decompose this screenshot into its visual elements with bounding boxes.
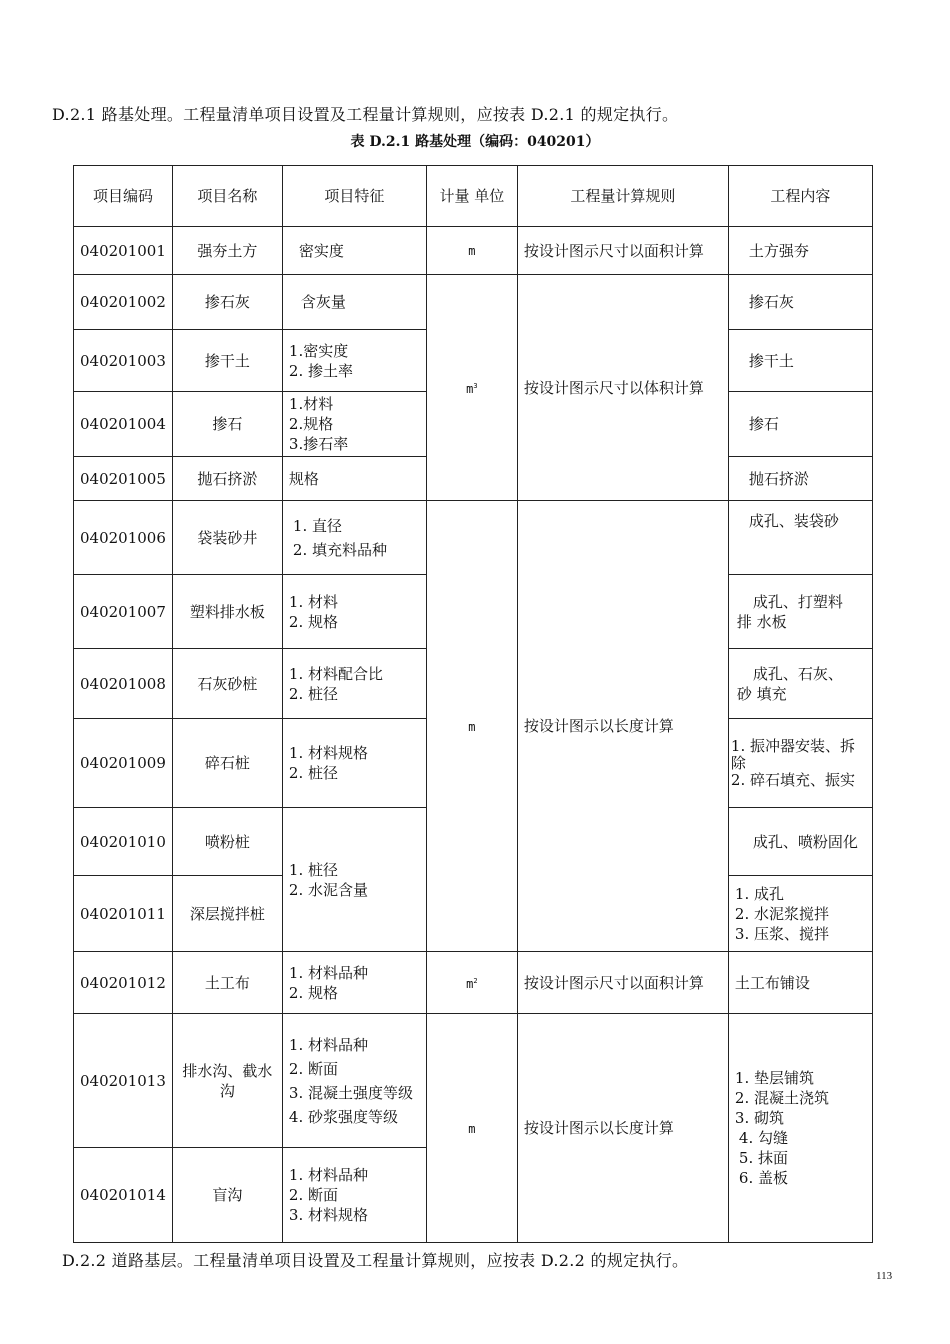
row-code: 040201004 — [74, 392, 173, 457]
table-row — [74, 227, 873, 275]
row-code: 040201002 — [74, 275, 173, 330]
row-code: 040201006 — [74, 501, 173, 575]
row-name: 排水沟、截水沟 — [172, 1014, 282, 1148]
row-content: 成孔、石灰、 砂 填充 — [728, 649, 872, 719]
row-feature: 1.材料 2.规格 3.掺石率 — [282, 392, 426, 457]
row-content: 掺石 — [728, 392, 872, 457]
header-rule: 工程量计算规则 — [517, 166, 728, 227]
row-rule: 按设计图示以长度计算 — [517, 1014, 728, 1243]
table-row — [74, 1014, 873, 1148]
row-content: 1. 振冲器安装、拆除 2. 碎石填充、振实 — [728, 719, 872, 808]
table-row — [74, 952, 873, 1014]
table-row — [74, 275, 873, 330]
row-name: 掺石 — [172, 392, 282, 457]
row-unit: m — [426, 1014, 517, 1243]
row-rule: 按设计图示尺寸以面积计算 — [517, 227, 728, 275]
table-row — [74, 501, 873, 575]
row-code: 040201010 — [74, 808, 173, 876]
road-base-treatment-table — [73, 165, 873, 1243]
section-intro-text: D.2.1 路基处理。工程量清单项目设置及工程量计算规则，应按表 D.2.1 的规定执行。 — [52, 105, 679, 124]
row-code: 040201009 — [74, 719, 173, 808]
row-code: 040201014 — [74, 1148, 173, 1243]
row-name: 喷粉桩 — [172, 808, 282, 876]
row-feature: 1.密实度 2. 掺土率 — [282, 330, 426, 392]
row-unit: $m^2$ — [426, 952, 517, 1014]
row-feature: 1. 材料 2. 规格 — [282, 575, 426, 649]
row-feature: 1. 桩径 2. 水泥含量 — [282, 808, 426, 952]
row-code: 040201007 — [74, 575, 173, 649]
row-feature: 1. 材料规格 2. 桩径 — [282, 719, 426, 808]
row-rule: 按设计图示尺寸以体积计算 — [517, 275, 728, 501]
row-code: 040201011 — [74, 876, 173, 952]
row-name: 强夯土方 — [172, 227, 282, 275]
row-content: 1. 垫层铺筑 2. 混凝土浇筑 3. 砌筑 4. 勾缝 5. 抹面 6. 盖板 — [728, 1014, 872, 1243]
row-content: 抛石挤淤 — [728, 457, 872, 501]
row-unit: m — [426, 227, 517, 275]
row-name: 土工布 — [172, 952, 282, 1014]
row-code: 040201008 — [74, 649, 173, 719]
row-content: 掺石灰 — [728, 275, 872, 330]
table-header-row — [74, 166, 873, 227]
header-unit: 计量 单位 — [426, 166, 517, 227]
row-name: 盲沟 — [172, 1148, 282, 1243]
row-name: 掺干土 — [172, 330, 282, 392]
row-feature: 规格 — [282, 457, 426, 501]
row-name: 深层搅拌桩 — [172, 876, 282, 952]
row-code: 040201001 — [74, 227, 173, 275]
header-name: 项目名称 — [172, 166, 282, 227]
row-feature: 密实度 — [282, 227, 426, 275]
row-name: 石灰砂桩 — [172, 649, 282, 719]
row-feature: 含灰量 — [282, 275, 426, 330]
row-feature: 1. 材料品种 2. 规格 — [282, 952, 426, 1014]
row-feature: 1. 材料配合比 2. 桩径 — [282, 649, 426, 719]
row-rule: 按设计图示以长度计算 — [517, 501, 728, 952]
row-code: 040201013 — [74, 1014, 173, 1148]
row-name: 袋装砂井 — [172, 501, 282, 575]
row-feature: 1. 直径 2. 填充料品种 — [282, 501, 426, 575]
row-content: 土方强夯 — [728, 227, 872, 275]
header-content: 工程内容 — [728, 166, 872, 227]
row-code: 040201012 — [74, 952, 173, 1014]
page-number: 113 — [876, 1270, 893, 1282]
row-content: 1. 成孔 2. 水泥浆搅拌 3. 压浆、搅拌 — [728, 876, 872, 952]
row-unit: m — [426, 501, 517, 952]
row-rule: 按设计图示尺寸以面积计算 — [517, 952, 728, 1014]
row-name: 掺石灰 — [172, 275, 282, 330]
next-section-text: D.2.2 道路基层。工程量清单项目设置及工程量计算规则，应按表 D.2.2 的规定执行。 — [62, 1251, 689, 1270]
row-feature: 1. 材料品种 2. 断面 3. 材料规格 — [282, 1148, 426, 1243]
header-feature: 项目特征 — [282, 166, 426, 227]
row-content: 成孔、装袋砂 — [728, 501, 872, 575]
row-unit: $m^3$ — [426, 275, 517, 501]
row-name: 碎石桩 — [172, 719, 282, 808]
row-code: 040201005 — [74, 457, 173, 501]
row-name: 塑料排水板 — [172, 575, 282, 649]
row-content: 成孔、喷粉固化 — [728, 808, 872, 876]
header-code: 项目编码 — [74, 166, 173, 227]
row-name: 抛石挤淤 — [172, 457, 282, 501]
row-content: 掺干土 — [728, 330, 872, 392]
row-feature: 1. 材料品种 2. 断面 3. 混凝土强度等级 4. 砂浆强度等级 — [282, 1014, 426, 1148]
row-content: 土工布铺设 — [728, 952, 872, 1014]
row-code: 040201003 — [74, 330, 173, 392]
table-caption: 表 D.2.1 路基处理（编码：040201） — [350, 134, 600, 150]
row-content: 成孔、打塑料 排 水板 — [728, 575, 872, 649]
